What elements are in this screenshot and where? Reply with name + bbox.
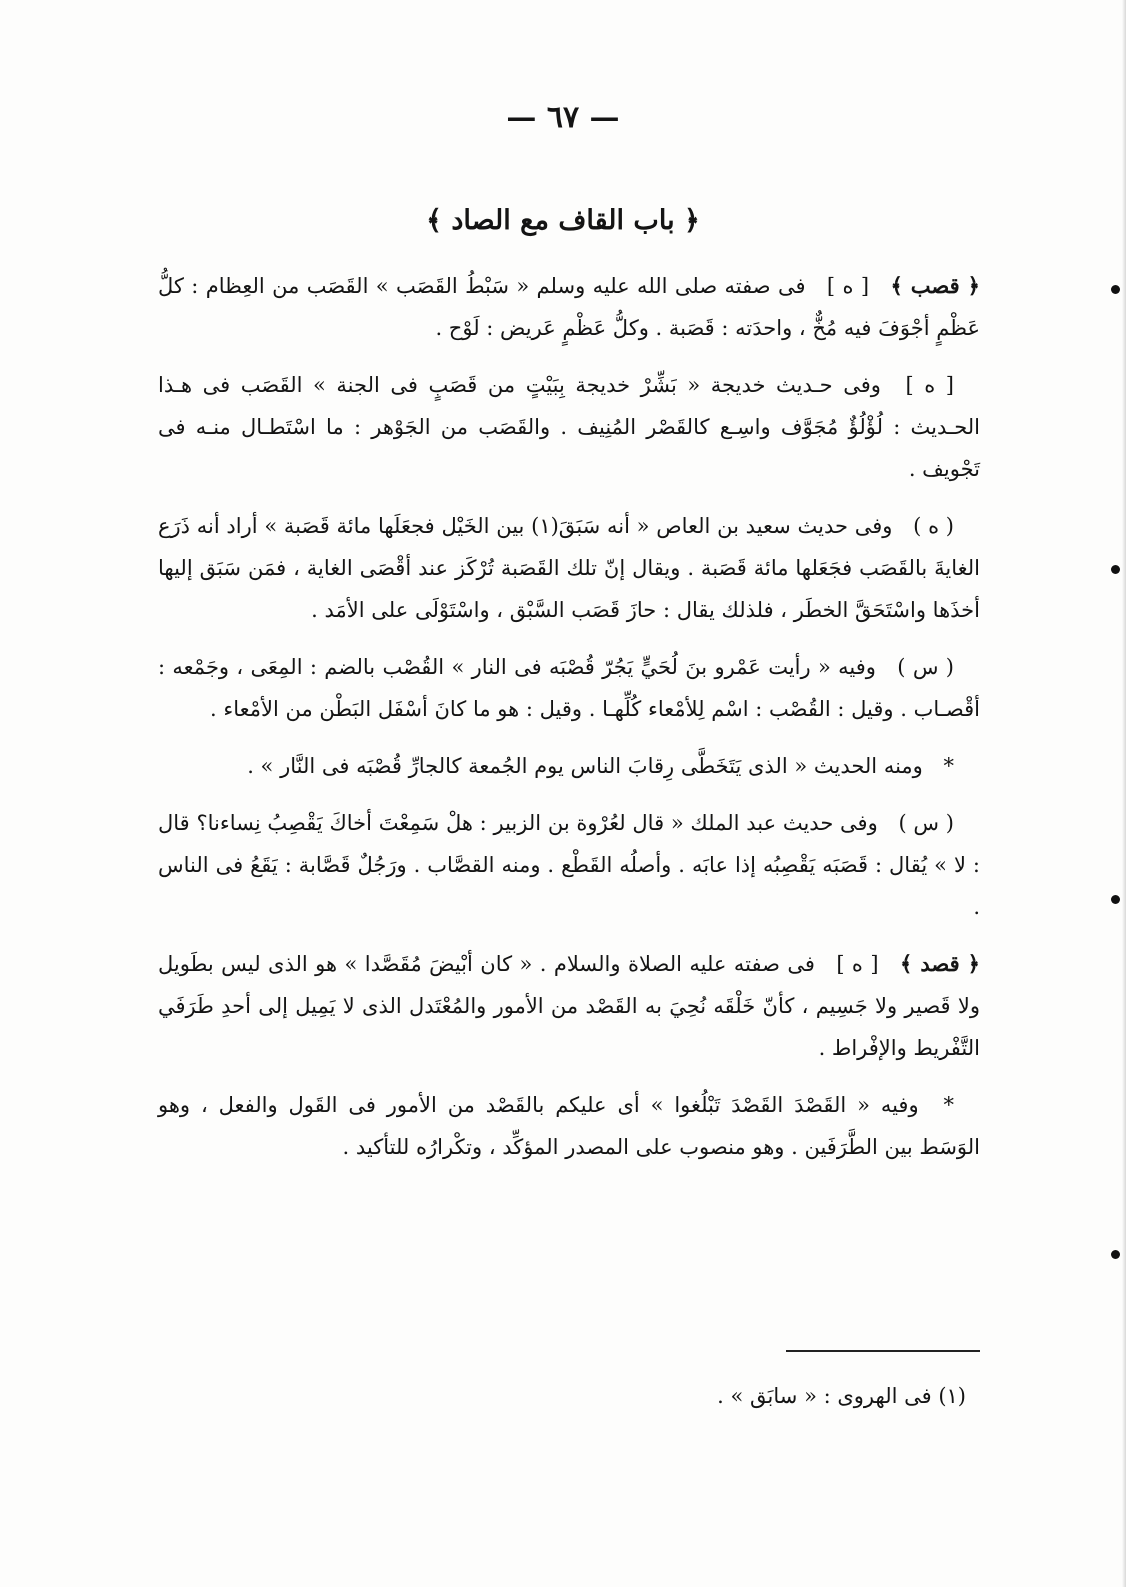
star-marker: * <box>943 1093 954 1117</box>
margin-punch-mark <box>1111 285 1120 294</box>
entry-hadith-juma <box>158 745 980 787</box>
margin-punch-mark <box>1111 565 1120 574</box>
margin-punch-mark <box>1111 895 1120 904</box>
entry-text: وفى حـديث خديجة « بَشِّرْ خديجة بِبَيْتٍ من قَصَبٍ فى الجنة » القَصَب فى هـذا الحـديث : لُؤْلُؤٌ مُجَوَّف واسِـع كالقَصْر المُنِيف . والقَصَب من الجَوْهر : ما اسْتَطـال منـه فى تَجْويف . <box>158 373 980 481</box>
entry-hadith-khadija <box>158 364 980 490</box>
entry-head: ﴿ قصد ﴾ <box>899 951 980 976</box>
footnote: (١) فى الهروى : « سابَق » . <box>717 1384 966 1408</box>
margin-punch-mark <box>1111 1250 1120 1259</box>
source-tag: ( ه ) <box>913 514 954 538</box>
chapter-title: ﴿ باب القاف مع الصاد ﴾ <box>426 205 700 236</box>
entry-text: ومنه الحديث « الذى يَتَخَطَّى رِقابَ الناس يوم الجُمعة كالجارِّ قُصْبَه فى النَّار » . <box>247 754 923 778</box>
source-tag: ( س ) <box>897 655 954 679</box>
entry-qasd <box>158 943 980 1069</box>
source-tag: ( س ) <box>898 811 954 835</box>
entry-text: وفيه « القَصْدَ القَصْدَ تَبْلُغوا » أى عليكم بالقَصْد من الأمور فى القَول والفعل ، وهو الوَسَط بين الطَّرَفَين . وهو منصوب على المصدر المؤكِّد ، وتكْرارُه للتأكيد . <box>158 1093 980 1159</box>
source-tag: [ ه ] <box>836 952 879 976</box>
source-tag: [ ه ] <box>826 274 870 298</box>
entry-qasab <box>158 265 980 349</box>
entry-hadith-qasd <box>158 1084 980 1168</box>
body-text <box>158 265 980 1183</box>
entry-text: فى صفته صلى الله عليه وسلم « سَبْطُ القَصَب » القَصَب من العِظام : كلُّ عَظْمٍ أجْوَفَ فيه مُخٌّ ، واحدَته : قَصَبة . وكلُّ عَظْمٍ عَريض : لَوْح . <box>158 274 980 340</box>
entry-hadith-abdulmalik <box>158 802 980 928</box>
footnote-divider <box>786 1350 980 1352</box>
entry-hadith-amr <box>158 646 980 730</box>
page-number: — ٦٧ — <box>506 100 620 135</box>
star-marker: * <box>943 754 954 778</box>
entry-text: فى صفته عليه الصلاة والسلام . « كان أبْيضَ مُقَصَّدا » هو الذى ليس بطَويل ولا قَصير ولا جَسِيم ، كأنّ خَلْقَه نُحِيَ به القَصْد من الأمور والمُعْتَدل الذى لا يَمِيل إلى أحدِ طَرَفَي التَّفْريط والإفْراط . <box>158 952 980 1060</box>
page-edge <box>1122 0 1126 1587</box>
entry-hadith-said <box>158 505 980 631</box>
entry-text: وفيه « رأيت عَمْرو بنَ لُحَيٍّ يَجُرّ قُصْبَه فى النار » القُصْب بالضم : المِعَى ، وجَمْعه : أقْصـاب . وقيل : القُصْب : اسْم لِلأمْعاء كُلِّهـا . وقيل : هو ما كانَ أسْفَل البَطْن من الأمْعاء . <box>158 655 980 721</box>
source-tag: [ ه ] <box>905 373 954 397</box>
entry-text: وفى حديث عبد الملك « قال لعُرْوة بن الزبير : هلْ سَمِعْتَ أخاكَ يَقْصِبُ نِساءنا؟ قال : لا » يُقال : قَصَبَه يَقْصِبُه إذا عابَه . وأصلُه القَطْع . ومنه القصَّاب . ورَجُلٌ قَصَّابة : يَقَعُ فى الناس . <box>158 811 980 919</box>
entry-head: ﴿ قصب ﴾ <box>890 273 980 298</box>
entry-text: وفى حديث سعيد بن العاص « أنه سَبَقَ(١) بين الخَيْل فجعَلَها مائة قَصَبة » أراد أنه ذَرَع الغايةَ بالقَصَب فجَعَلها مائة قَصَبة . ويقال إنّ تلك القَصَبة تُرْكَز عند أقْصَى الغاية ، فمَن سَبَق إليها أخذَها واسْتَحَقَّ الخطَر ، فلذلك يقال : حازَ قَصَب السَّبْق ، واسْتَوْلَى على الأمَد . <box>158 514 980 622</box>
